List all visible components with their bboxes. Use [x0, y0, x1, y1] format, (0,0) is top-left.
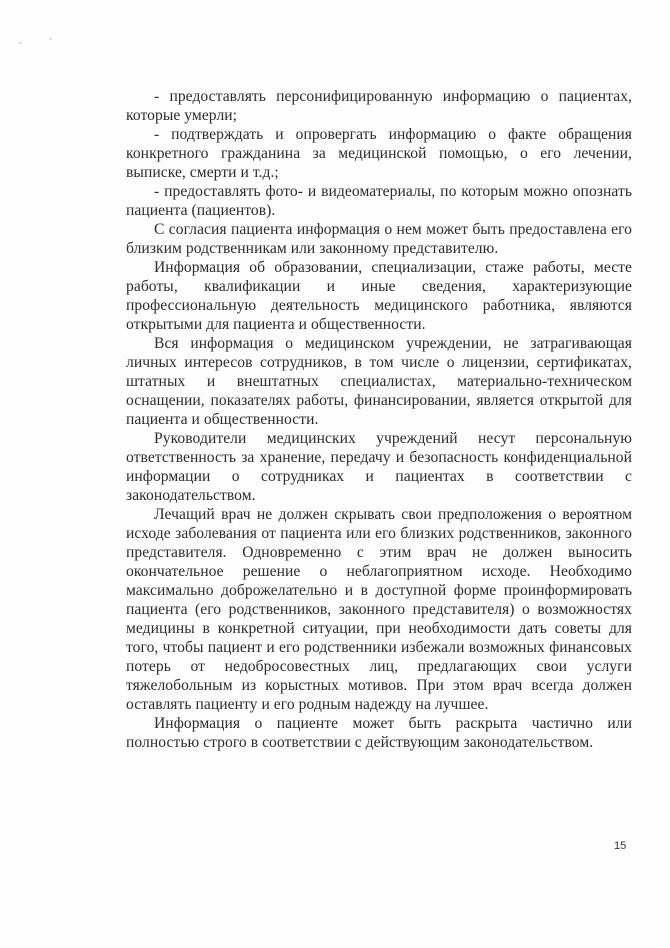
paragraph-confirm-treatment: - подтверждать и опровергать информацию о факте обращения конкретного гражданина за медицинской помощью, о его лечении, выписке, смерти и т.д.; [126, 126, 632, 181]
page-number: 15 [614, 840, 627, 852]
scan-artifact [49, 38, 52, 40]
paragraph-disclosure: Информация о пациенте может быть раскрыта частично или полностью строго в соответствии с действующим законодательством. [126, 715, 632, 751]
paragraph-managers-responsibility: Руководители медицинских учреждений несут персональную ответственность за хранение, передачу и безопасность конфиденциальной информации о сотрудниках и пациентах в соответствии с законодательством. [126, 430, 632, 504]
paragraph-worker-info: Информация об образовании, специализации, стаже работы, месте работы, квалификации и иные сведения, характеризующие профессиональную деятельность медицинского работника, являются открытыми для пациента и общественности. [126, 259, 632, 333]
paragraph-patient-consent: С согласия пациента информация о нем может быть предоставлена его близким родственникам или законному представителю. [126, 221, 632, 257]
paragraph-deceased-info: - предоставлять персонифицированную информацию о пациентах, которые умерли; [126, 88, 632, 124]
paragraph-institution-info: Вся информация о медицинском учреждении, не затрагивающая личных интересов сотрудников, в том числе о лицензии, сертификатах, штатных и внештатных специалистах, материально-техническом оснащении, показателях работы, финансировании, является открытой для пациента и общественности. [126, 335, 632, 428]
scan-artifact [19, 42, 22, 44]
document-body [126, 87, 632, 752]
paragraph-photo-video: - предоставлять фото- и видеоматериалы, по которым можно опознать пациента (пациентов). [126, 183, 632, 219]
paragraph-attending-doctor: Лечащий врач не должен скрывать свои предположения о вероятном исходе заболевания от пациента или его близких родственников, законного представителя. Одновременно с этим врач не должен выносить окончательное решение о неблагоприятном исходе. Необходимо максимально доброжелательно и в доступной форме проинформировать пациента (его родственников, законного представителя) о возможностях медицины в конкретной ситуации, при необходимости дать советы для того, чтобы пациент и его родственники избежали возможных финансовых потерь от недобросовестных лиц, предлагающих свои услуги тяжелобольным из корыстных мотивов. При этом врач всегда должен оставлять пациенту и его родным надежду на лучшее. [126, 506, 632, 713]
